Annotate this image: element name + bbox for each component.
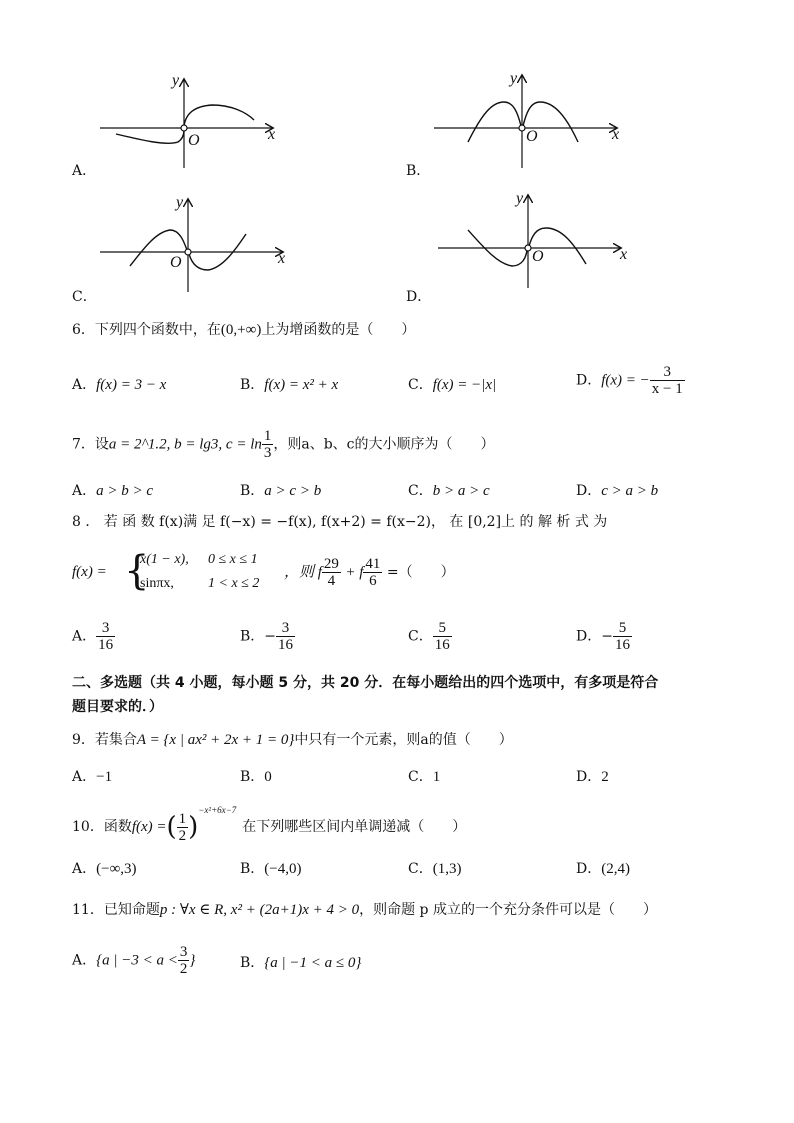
q8-option-c[interactable]: C． $\frac{5}{16}$ bbox=[408, 620, 450, 653]
graph-a bbox=[96, 72, 286, 172]
q6-option-c[interactable]: C．f(x) = −|x| bbox=[408, 377, 497, 393]
graph-b-x-label: x bbox=[612, 126, 620, 143]
q8-f2-fraction: $\frac{41}{6}$ bbox=[365, 556, 381, 589]
graph-b-origin-label: O bbox=[526, 128, 538, 145]
q8-brace: { bbox=[124, 548, 150, 594]
q6-option-a[interactable]: A．f(x) = 3 − x bbox=[72, 377, 167, 393]
graph-a-origin-label: O bbox=[188, 132, 200, 149]
graph-d-y-label: y bbox=[516, 190, 524, 207]
q9-option-d[interactable]: D．2 bbox=[576, 769, 609, 785]
q7-given: a = 2^1.2, b = lg3, c = ln bbox=[108, 436, 262, 453]
q11-proposition: p : ∀x ∈ R, x² + (2a+1)x + 4 > 0 bbox=[159, 902, 360, 918]
q10-stem: 10．函数f(x) =( $\frac{1}{2}$ )$^{-x^2+6x-7}$在下列哪些区间内单调递减（ ） bbox=[72, 805, 467, 844]
q6-option-b[interactable]: B．f(x) = x² + x bbox=[240, 377, 339, 393]
q8-option-d[interactable]: D．− $\frac{5}{16}$ bbox=[576, 620, 630, 653]
q6-option-d[interactable]: D．f(x) = − $\frac{3}{x - 1}$ bbox=[576, 364, 683, 397]
graph-c-x-label: x bbox=[278, 250, 286, 267]
q10-option-b[interactable]: B．(−4,0) bbox=[240, 861, 302, 877]
q9-option-a[interactable]: A．−1 bbox=[72, 769, 113, 785]
graph-d-plot bbox=[434, 190, 634, 290]
graph-a-plot bbox=[96, 72, 286, 172]
q7-option-d[interactable]: D．c > a > b bbox=[576, 483, 659, 499]
graph-c-origin-label: O bbox=[170, 254, 182, 271]
q9-set: A = {x | ax² + 2x + 1 = 0} bbox=[136, 732, 295, 748]
graph-d-option-label: D． bbox=[406, 289, 432, 305]
graph-c-y-label: y bbox=[176, 194, 184, 211]
graph-b-y-label: y bbox=[510, 70, 518, 87]
q6-interval: (0,+∞) bbox=[220, 322, 262, 338]
q6-d-fraction: $\frac{3}{x - 1}$ bbox=[651, 364, 683, 397]
graph-a-y-label: y bbox=[172, 72, 180, 89]
graph-d-x-label: x bbox=[620, 246, 628, 263]
graph-b-plot bbox=[430, 70, 630, 170]
q7-option-a[interactable]: A．a > b > c bbox=[72, 483, 154, 499]
q8-stem-line1: 8 ． 若 函 数 f(x)满 足 f(−x) = −f(x), f(x+2) = f(x−2)， 在 [0,2]上 的 解 析 式 为 bbox=[72, 514, 608, 530]
q11-option-a[interactable]: A．{a | −3 < a < $\frac{3}{2}$ } bbox=[72, 944, 196, 977]
graph-a-curve-left bbox=[116, 130, 184, 143]
graph-d bbox=[434, 190, 634, 290]
q10-option-a[interactable]: A．(−∞,3) bbox=[72, 861, 137, 877]
q10-exponent: −x²+6x−7 bbox=[198, 805, 237, 815]
q7-option-b[interactable]: B．a > c > b bbox=[240, 483, 322, 499]
q8-f1-fraction: $\frac{29}{4}$ bbox=[323, 556, 339, 589]
q6-stem: 6．下列四个函数中，在(0,+∞)上为增函数的是（ ） bbox=[72, 322, 416, 338]
graph-d-hole bbox=[525, 245, 531, 251]
q7-option-c[interactable]: C．b > a > c bbox=[408, 483, 490, 499]
q11-stem: 11．已知命题p : ∀x ∈ R, x² + (2a+1)x + 4 > 0，则命题 p 成立的一个充分条件可以是（ ） bbox=[72, 902, 657, 918]
graph-b bbox=[430, 70, 630, 170]
q10-base-fraction: $\frac{1}{2}$ bbox=[178, 810, 187, 844]
q10-option-d[interactable]: D．(2,4) bbox=[576, 861, 630, 877]
graph-c-option-label: C． bbox=[72, 289, 97, 305]
graph-b-hole bbox=[519, 125, 525, 131]
graph-a-curve-right bbox=[184, 105, 254, 126]
graph-a-x-label: x bbox=[268, 126, 276, 143]
q10-option-c[interactable]: C．(1,3) bbox=[408, 861, 462, 877]
section2-heading-line2: 题目要求的．） bbox=[72, 699, 163, 715]
graph-a-option-label: A． bbox=[72, 163, 97, 179]
q9-option-b[interactable]: B．0 bbox=[240, 769, 272, 785]
graph-d-origin-label: O bbox=[532, 248, 544, 265]
q9-option-c[interactable]: C．1 bbox=[408, 769, 441, 785]
graph-c-plot bbox=[96, 194, 296, 294]
q8-option-b[interactable]: B．− $\frac{3}{16}$ bbox=[240, 620, 294, 653]
q9-stem: 9．若集合A = {x | ax² + 2x + 1 = 0}中只有一个元素，则a的值（ ） bbox=[72, 732, 513, 748]
section2-heading-line1: 二、多选题（共 4 小题，每小题 5 分，共 20 分．在每小题给出的四个选项中，有多项是符合 bbox=[72, 675, 659, 691]
graph-a-hole bbox=[181, 125, 187, 131]
graph-b-option-label: B． bbox=[406, 163, 431, 179]
q7-stem: 7．设a = 2^1.2, b = lg3, c = ln $\frac{1}{3}$ ，则a、b、c的大小顺序为（ ） bbox=[72, 428, 495, 461]
q11-option-b[interactable]: B．{a | −1 < a ≤ 0} bbox=[240, 955, 362, 971]
graph-c bbox=[96, 194, 296, 294]
graph-c-hole bbox=[185, 249, 191, 255]
graph-b-curve-left bbox=[468, 102, 521, 142]
q7-fraction: $\frac{1}{3}$ bbox=[263, 428, 272, 461]
q8-option-a[interactable]: A． $\frac{3}{16}$ bbox=[72, 620, 114, 653]
q11-a-fraction: $\frac{3}{2}$ bbox=[179, 944, 188, 977]
